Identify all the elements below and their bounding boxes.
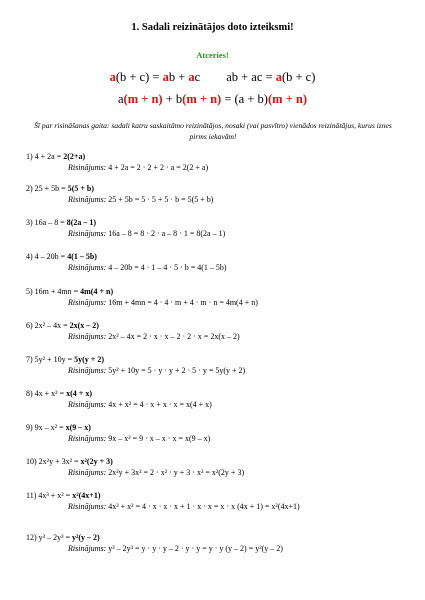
formula-part: (m + n) (182, 92, 222, 106)
solution-line (26, 229, 406, 240)
problem-line (26, 184, 406, 195)
problem-answer: y²(y – 2) (71, 533, 100, 542)
solution-text: 16a – 8 = 8 · 2 · a – 8 · 1 = 8(2a – 1) (108, 228, 226, 238)
formula-part: = (a + b) (221, 92, 268, 106)
solution-text: y³ – 2y³ = y · y · y – 2 · y · y = y · y (y – 2) = y²(y – 2) (108, 543, 283, 553)
solution-line (26, 298, 406, 309)
solution-label: Risinājums: (68, 365, 107, 375)
problem-item (26, 533, 406, 554)
problem-number: 6) (26, 321, 35, 330)
problem-line (26, 533, 406, 544)
solution-line (26, 332, 406, 343)
formula-part: a (275, 70, 282, 84)
solution-text: 9x – x² = 9 · x – x · x = x(9 – x) (108, 433, 211, 443)
solution-text: 5y² + 10y = 5 · y · y + 2 · 5 · y = 5y(y + 2) (108, 365, 246, 375)
solution-label: Risinājums: (68, 433, 107, 443)
solution-line (26, 366, 406, 377)
problem-expression: 2x² – 4x = (34, 321, 70, 330)
solution-label: Risinājums: (68, 543, 107, 553)
problem-item (26, 389, 406, 410)
problem-expression: 9x – x² = (34, 423, 66, 432)
solution-label: Risinājums: (68, 162, 107, 172)
problem-number: 12) (26, 533, 39, 542)
problem-expression: 4x + x² = (34, 389, 67, 398)
problem-line (26, 218, 406, 229)
solution-line (26, 468, 406, 479)
problem-answer: x(4 + x) (66, 389, 92, 398)
problem-number: 8) (26, 389, 35, 398)
problem-answer: 5(5 + b) (67, 184, 95, 193)
problem-answer: 8(2a – 1) (66, 218, 97, 227)
remember-label: Atceries! (196, 50, 229, 60)
problem-answer: x²(2y + 3) (80, 457, 113, 466)
problem-line (26, 287, 406, 298)
problem-line (26, 321, 406, 332)
problem-number: 4) (26, 252, 35, 261)
formula-part: a (188, 70, 195, 84)
problem-answer: 5y(y + 2) (74, 355, 104, 364)
problem-line (26, 252, 406, 263)
problem-item (26, 152, 406, 173)
page-title: 1. Sadali reizinātājos doto izteiksmi! (131, 22, 294, 33)
solution-label: Risinājums: (68, 399, 107, 409)
problem-answer: x(9 – x) (65, 423, 91, 432)
problem-number: 2) (26, 184, 35, 193)
formula-part: a (109, 70, 116, 84)
solution-line (26, 544, 406, 555)
solution-line (26, 195, 406, 206)
problem-item (26, 218, 406, 239)
formula-part: + b (162, 92, 183, 106)
problem-answer: 2x(x – 2) (69, 321, 99, 330)
problem-item (26, 321, 406, 342)
problem-number: 7) (26, 355, 35, 364)
formula-part: a (117, 92, 124, 106)
solution-text: 16m + 4mn = 4 · 4 · m + 4 · m · n = 4m(4 + n) (108, 297, 258, 307)
problem-line (26, 389, 406, 400)
problem-answer: x²(4x+1) (72, 491, 101, 500)
solution-line (26, 163, 406, 174)
solution-text: 4 + 2a = 2 · 2 + 2 · a = 2(2 + a) (108, 162, 209, 172)
solution-line (26, 502, 406, 513)
problem-line (26, 423, 406, 434)
formula-part: a (162, 70, 169, 84)
problem-answer: 4m(4 + n) (80, 287, 114, 296)
problem-answer: 4(1 – 5b) (67, 252, 97, 261)
problem-answer: 2(2+a) (63, 152, 86, 161)
formula-part: ab + ac = (226, 70, 276, 84)
problem-number: 5) (26, 287, 35, 296)
problem-item (26, 184, 406, 205)
solution-text: 25 + 5b = 5 · 5 + 5 · b = 5(5 + b) (108, 194, 214, 204)
solution-text: 2x² – 4x = 2 · x · x – 2 · 2 · x = 2x(x – 2) (108, 331, 240, 341)
problem-expression: y³ – 2y³ = (38, 533, 72, 542)
problem-expression: 5y² + 10y = (34, 355, 75, 364)
problem-line (26, 355, 406, 366)
formula-part: c (194, 70, 201, 84)
problem-expression: 16m + 4mn = (34, 287, 81, 296)
solution-line (26, 400, 406, 411)
solution-text: 2x²y + 3x² = 2 · x² · y + 3 · x² = x²(2y + 3) (108, 467, 245, 477)
problem-expression: 4x³ + x² = (38, 491, 73, 500)
formula-distributive (0, 70, 425, 85)
formula-factor-binomial (0, 92, 425, 107)
solution-label: Risinājums: (68, 331, 107, 341)
problem-item (26, 423, 406, 444)
problem-line (26, 457, 406, 468)
problem-number: 10) (26, 457, 39, 466)
problem-expression: 2x²y + 3x² = (38, 457, 81, 466)
problem-item (26, 287, 406, 308)
solution-line (26, 263, 406, 274)
problem-expression: 16a – 8 = (34, 218, 67, 227)
instruction-text: Šī par risināšanas gaita: sadali katru saskaitāmo reizinātājos, nosaki (vai pasvītro) vienādos reizinātājus, kurus iznes pirms iekavām! (34, 121, 392, 141)
formula-part: (b + c) (281, 70, 316, 84)
formula-part: b + (168, 70, 189, 84)
solution-label: Risinājums: (68, 228, 107, 238)
problem-expression: 4 – 20b = (34, 252, 68, 261)
problem-number: 1) (26, 152, 35, 161)
problem-item (26, 491, 406, 512)
solution-label: Risinājums: (68, 297, 107, 307)
solution-label: Risinājums: (68, 501, 107, 511)
solution-label: Risinājums: (68, 467, 107, 477)
problem-item (26, 355, 406, 376)
problem-expression: 4 + 2a = (34, 152, 64, 161)
problem-number: 11) (26, 491, 39, 500)
problem-item (26, 252, 406, 273)
formula-part: (m + n) (123, 92, 163, 106)
solution-text: 4 – 20b = 4 · 1 – 4 · 5 · b = 4(1 – 5b) (108, 262, 227, 272)
problem-number: 9) (26, 423, 35, 432)
solution-label: Risinājums: (68, 194, 107, 204)
problem-expression: 25 + 5b = (34, 184, 68, 193)
formula-part: (m + n) (267, 92, 308, 106)
formula-part: (b + c) = (115, 70, 163, 84)
problem-item (26, 457, 406, 478)
solution-text: 4x + x² = 4 · x + x · x = x(4 + x) (108, 399, 212, 409)
problem-line (26, 152, 406, 163)
problem-number: 3) (26, 218, 35, 227)
solution-label: Risinājums: (68, 262, 107, 272)
solution-line (26, 434, 406, 445)
problem-line (26, 491, 406, 502)
solution-text: 4x³ + x² = 4 · x · x · x + 1 · x · x = x · x (4x + 1) = x²(4x+1) (108, 501, 300, 511)
